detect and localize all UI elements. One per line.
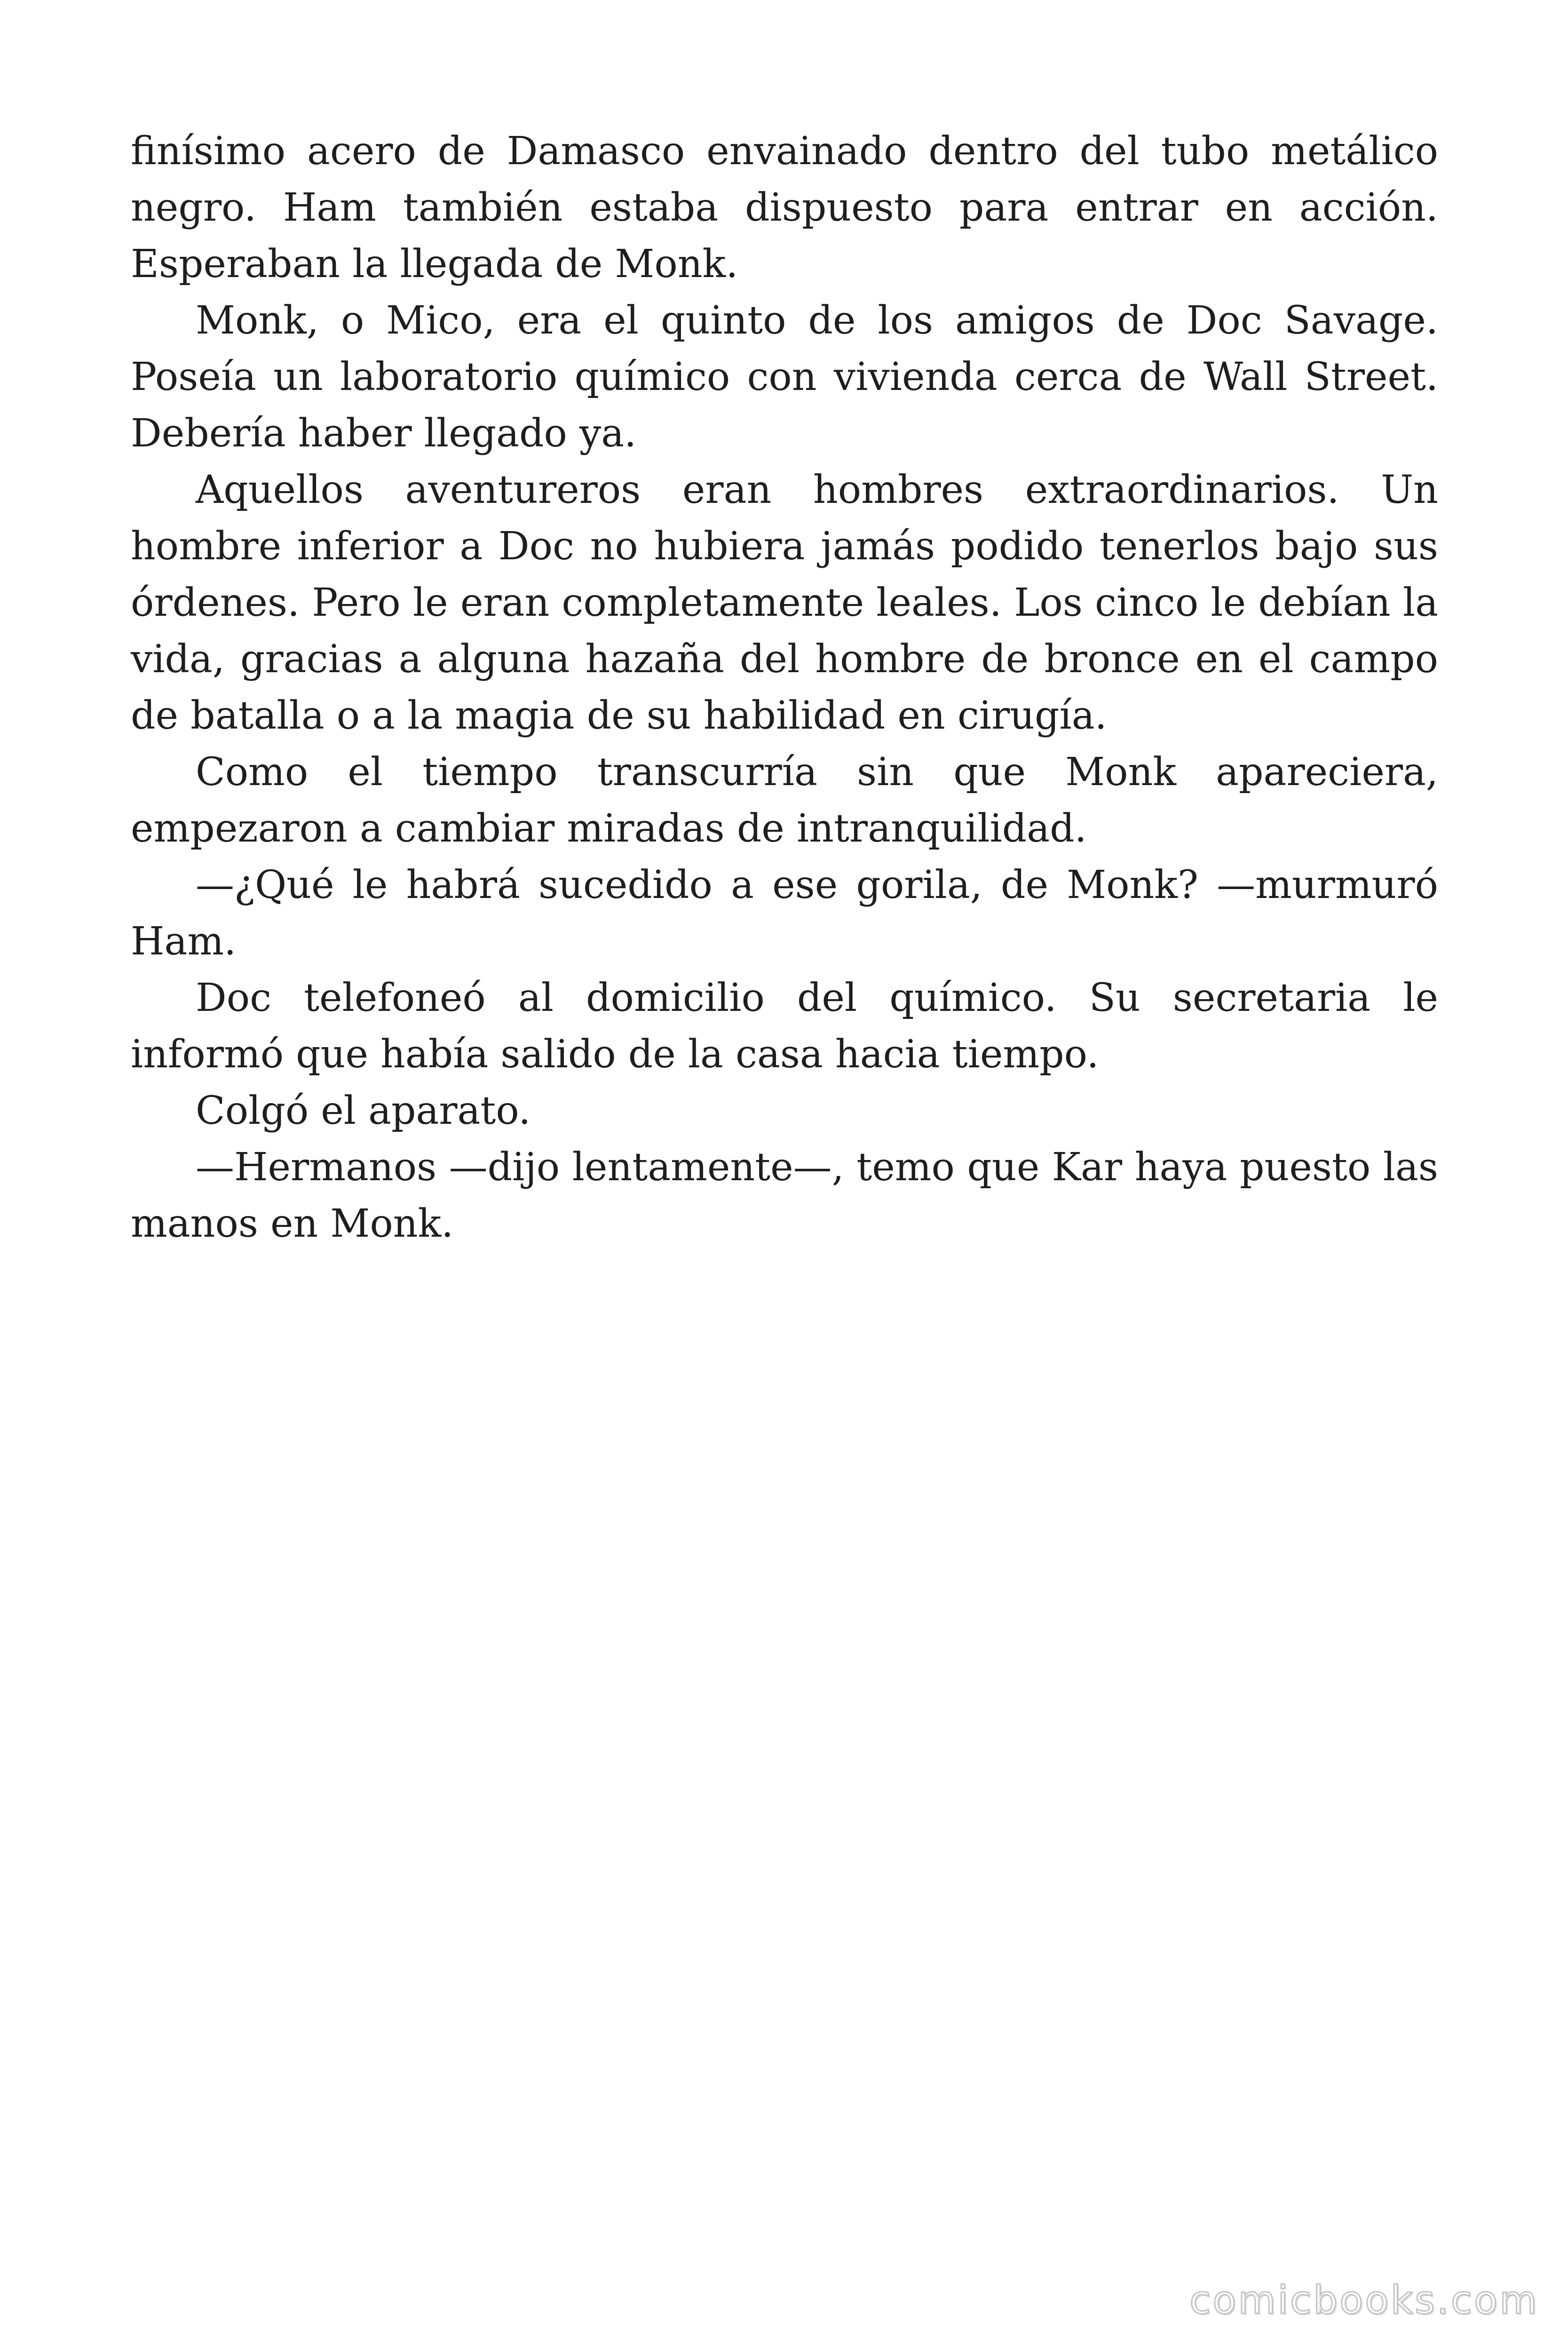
body-text [131,123,1438,1252]
paragraph-2: Monk, o Mico, era el quinto de los amigos de Doc Savage. Poseía un laboratorio químico con vivienda cerca de Wall Street. Debería haber llegado ya. [131,298,1438,456]
watermark-logo: comicbooks.com [1189,2278,1539,2323]
paragraph-1: finísimo acero de Damasco envainado dentro del tubo metálico negro. Ham también estaba dispuesto para entrar en acción. Esperaban la llegada de Monk. [131,129,1438,286]
paragraph-8: —Hermanos —dijo lentamente—, temo que Kar haya puesto las manos en Monk. [131,1145,1438,1246]
paragraph-6: Doc telefoneó al domicilio del químico. Su secretaria le informó que había salido de la casa hacia tiempo. [131,976,1438,1077]
paragraph-5: —¿Qué le habrá sucedido a ese gorila, de Monk? —murmuró Ham. [131,863,1438,964]
paragraph-4: Como el tiempo transcurría sin que Monk apareciera, empezaron a cambiar miradas de intranquilidad. [131,750,1438,851]
paragraph-7: Colgó el aparato. [196,1089,531,1133]
paragraph-3: Aquellos aventureros eran hombres extraordinarios. Un hombre inferior a Doc no hubiera jamás podido tenerlos bajo sus órdenes. Pero le eran completamente leales. Los cinco le debían la vida, gracias a alguna hazaña del hombre de bronce en el campo de batalla o a la magia de su habilidad en cirugía. [131,468,1438,738]
